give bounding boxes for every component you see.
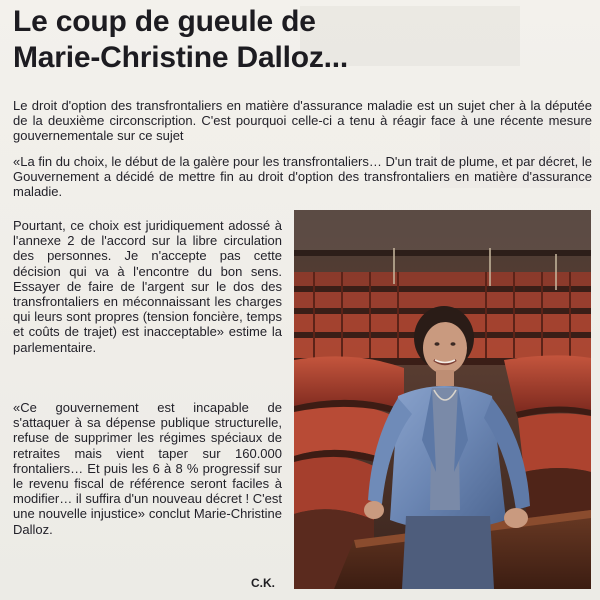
article-photo xyxy=(294,210,591,589)
author-signature: C.K. xyxy=(251,576,275,590)
article-quote-1: «La fin du choix, le début de la galère pour les transfrontaliers… D'un trait de plume, et par décret, le Gouvernement a décidé de mettre fin au droit d'option des transfrontaliers en matière d'assurance maladie. xyxy=(13,154,592,200)
headline-line-2: Marie-Christine Dalloz... xyxy=(13,41,349,74)
article-paragraph-2: «Ce gouvernement est incapable de s'attaquer à sa dépense publique structurelle, refuse de supprimer les régimes spéciaux de retraites mais vient taper sur 160.000 frontaliers… Et puis les 6 à 8 % progressif sur le revenu fiscal de référence seront faciles à modifier… il suffira d'un nouveau décret ! C'est une nouvelle injustice» conclut Marie-Christine Dalloz. xyxy=(13,400,282,537)
article-headline xyxy=(13,4,348,76)
article-paragraph-1: Pourtant, ce choix est juridiquement adossé à l'annexe 2 de l'accord sur la libre circulation des personnes. Je n'accepte pas cette décision qui va à l'encontre du bon sens. Essayer de faire de l'argent sur le dos des transfrontaliers en méconnaissant les charges qui leurs sont propres (tension foncière, temps et coûts de trajet) est inacceptable» estime la parlementaire. xyxy=(13,218,282,355)
article-intro: Le droit d'option des transfrontaliers en matière d'assurance maladie est un sujet cher à la députée de la deuxième circonscription. C'est pourquoi celle-ci a tenu à réagir face à une récente mesure gouvernementale sur ce sujet xyxy=(13,98,592,144)
photo-assembly-hemicycle xyxy=(294,210,591,589)
headline-line-1: Le coup de gueule de xyxy=(13,5,316,38)
